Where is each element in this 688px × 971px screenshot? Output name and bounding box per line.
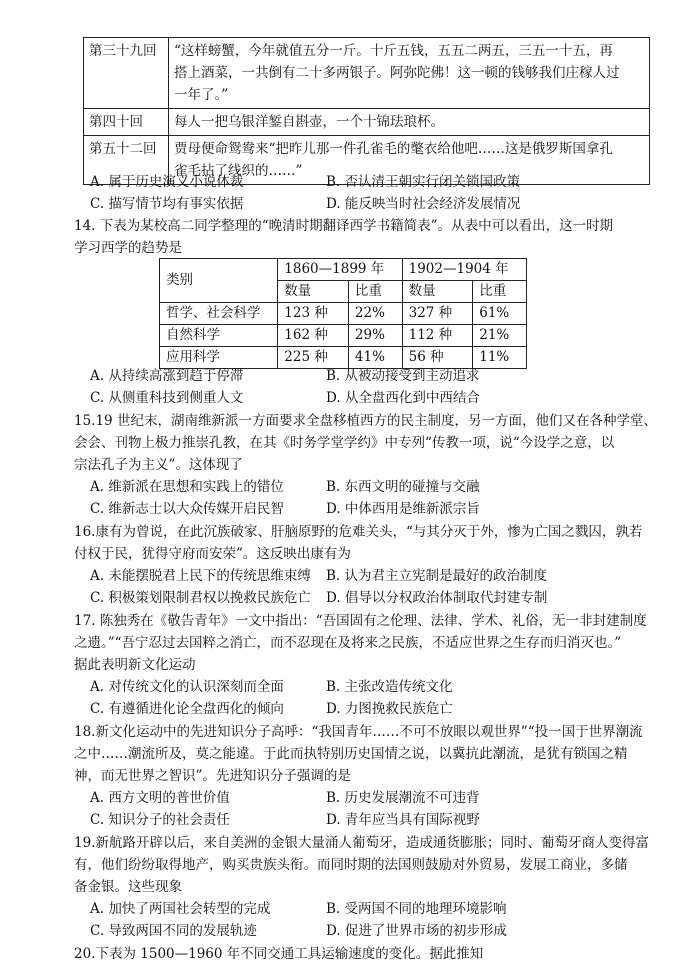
q14-stem-line: 学习西学的趋势是	[74, 240, 182, 256]
ratio-header: 比重	[348, 281, 402, 303]
q17-option-b[interactable]: B. 主张改造传统文化	[326, 679, 453, 695]
q15-stem-line: 15.19 世纪末，湖南维新派一方面要求全盘移植西方的民主制度，另一方面，他们又在各种学堂、	[74, 413, 657, 429]
count-cell: 123 种	[278, 303, 349, 325]
q14-option-c[interactable]: C. 从侧重科技到侧重人文	[90, 390, 244, 406]
q13-options-row-2	[0, 193, 600, 215]
q13-options-row-1	[0, 171, 600, 193]
count-cell: 327 种	[402, 303, 473, 325]
q18-option-c[interactable]: C. 知识分子的社会责任	[90, 812, 230, 828]
q18-stem-line: 之中……潮流所及，莫之能違。于此而执特别历史国情之说，以冀抗此潮流，是犹有锁国之精	[74, 746, 628, 762]
q13-option-a[interactable]: A. 属于历史演义小说体裁	[90, 174, 244, 190]
q16-stem-line: 付权于民，犹得守府而安荣”。这反映出康有为	[74, 546, 351, 562]
period-header: 1902—1904 年	[402, 259, 526, 281]
q16-options-row-1	[0, 565, 600, 587]
q14-options-row-2	[0, 387, 600, 409]
count-cell: 162 种	[278, 325, 349, 347]
category-cell: 应用科学	[160, 347, 278, 369]
q18-stem-line: 18.新文化运动中的先进知识分子高呼：“我国青年……不可不放眼以观世界”“投一国于世界潮流	[74, 724, 643, 740]
q14-option-a[interactable]: A. 从持续高涨到趋于停滞	[90, 368, 244, 384]
q16-stem-line: 16.康有为曾说，在此沉族破家、肝脑原野的危难关头，“与其分灭于外，惨为亡国之戮囚，孰若	[74, 524, 643, 540]
q17-options-row-2	[0, 698, 600, 720]
count-header: 数量	[278, 281, 349, 303]
q16-option-b[interactable]: B. 认为君主立宪制是最好的政治制度	[326, 568, 548, 584]
period-header: 1860—1899 年	[278, 259, 402, 281]
q18-option-d[interactable]: D. 青年应当具有国际视野	[326, 812, 480, 828]
q17-option-c[interactable]: C. 有遵循进化论全盘西化的倾向	[90, 701, 284, 717]
q13-option-b[interactable]: B. 否认清王朝实行闭关锁国政策	[326, 174, 521, 190]
category-cell: 自然科学	[160, 325, 278, 347]
q18-options-row-1	[0, 787, 600, 809]
q19-option-a[interactable]: A. 加快了两国社会转型的完成	[90, 901, 271, 917]
q19-option-d[interactable]: D. 促进了世界市场的初步形成	[326, 923, 507, 939]
table-row	[160, 325, 527, 347]
q18-stem-line: 神，而无世界之智识”。先进知识分子强调的是	[74, 768, 351, 784]
q14-stem-line: 14. 下表为某校高二同学整理的“晚清时期翻译西学书籍简表”。从表中可以看出，这一时期	[74, 218, 614, 234]
ratio-cell: 11%	[473, 347, 527, 369]
excerpt-line: 每人一把乌银洋錾自斟壶，一个十锦珐琅杯。	[174, 114, 444, 130]
q15-stem-line: 宗法孔子为主义”。这体现了	[74, 457, 243, 473]
q15-stem-line: 会会、刊物上极力推崇孔教，在其《时务学堂学约》中专列“传教一项，说“今设学之意，以	[74, 435, 615, 451]
q17-options-row-1	[0, 676, 600, 698]
excerpt-line: “这样螃蟹，今年就值五分一斤。十斤五钱，五五二两五，三五一十五，再	[174, 43, 613, 59]
chapter-cell: 第五十二回	[84, 136, 169, 185]
count-cell: 225 种	[278, 347, 349, 369]
excerpt-cell	[169, 109, 650, 136]
q17-option-d[interactable]: D. 力图挽救民族危亡	[326, 701, 453, 717]
q14-options-row-1	[0, 365, 600, 387]
q15-options-row-2	[0, 498, 600, 520]
q16-options-row-2	[0, 587, 600, 609]
q15-option-c[interactable]: C. 维新志士以大众传媒开启民智	[90, 501, 284, 517]
ratio-cell: 41%	[348, 347, 402, 369]
q15-option-d[interactable]: D. 中体西用是维新派宗旨	[326, 501, 480, 517]
excerpt-cell	[169, 38, 650, 109]
q16-option-d[interactable]: D. 倡导以分权政治体制取代封建专制	[326, 590, 548, 606]
ratio-cell: 22%	[348, 303, 402, 325]
q19-stem-line: 备金银。这些现象	[74, 879, 182, 895]
count-cell: 56 种	[402, 347, 473, 369]
table-row	[84, 38, 650, 109]
chapter-cell: 第三十九回	[84, 38, 169, 109]
q19-options-row-2	[0, 920, 600, 942]
category-header: 类别	[160, 259, 278, 303]
category-cell: 哲学、社会科学	[160, 303, 278, 325]
q16-option-c[interactable]: C. 积极策划限制君权以挽救民族危亡	[90, 590, 311, 606]
q18-option-b[interactable]: B. 历史发展潮流不可违背	[326, 790, 480, 806]
q17-option-a[interactable]: A. 对传统文化的认识深刻而全面	[90, 679, 284, 695]
q13-option-d[interactable]: D. 能反映当时社会经济发展情况	[326, 196, 521, 212]
q13-option-c[interactable]: C. 描写情节均有事实依据	[90, 196, 244, 212]
table-row	[160, 303, 527, 325]
excerpt-line: 雀毛拈了线织的……”	[174, 163, 303, 179]
translated-books-table	[159, 258, 527, 369]
chapter-cell: 第四十回	[84, 109, 169, 136]
q19-option-c[interactable]: C. 导致两国不同的发展轨迹	[90, 923, 257, 939]
q17-stem-line: 据此表明新文化运动	[74, 657, 196, 673]
q15-option-a[interactable]: A. 维新派在思想和实践上的错位	[90, 479, 284, 495]
q17-stem-line: 17. 陈独秀在《敬告青年》一文中指出：“吾国固有之伦理、法律、学术、礼俗，无一非封建制度	[74, 613, 647, 629]
novel-excerpt-table	[83, 37, 650, 185]
q18-options-row-2	[0, 809, 600, 831]
q19-stem-line: 19.新航路开辟以后，来自美洲的金银大量涌人葡萄牙，造成通货膨胀；同时、葡萄牙商人变得富	[74, 835, 649, 851]
ratio-cell: 29%	[348, 325, 402, 347]
q19-option-b[interactable]: B. 受两国不同的地理环境影响	[326, 901, 507, 917]
excerpt-line: 贾母便命鸳鸯来“把昨儿那一件孔雀毛的氅衣给他吧……这是俄罗斯国拿孔	[174, 141, 613, 157]
q15-option-b[interactable]: B. 东西文明的碰撞与交融	[326, 479, 480, 495]
excerpt-line: 一年了。”	[174, 87, 229, 103]
q19-stem-line: 有，他们纷纷取得地产，购买贵族头衔。而同时期的法国则鼓励对外贸易，发展工商业，多储	[74, 857, 628, 873]
table-row	[84, 109, 650, 136]
q18-option-a[interactable]: A. 西方文明的普世价值	[90, 790, 230, 806]
q14-option-d[interactable]: D. 从全盘西化到中西结合	[326, 390, 480, 406]
table-row	[160, 259, 527, 281]
q17-stem-line: 之遗。”“吾宁忍过去国粹之消亡，而不忍现在及将来之民族，不适应世界之生存而归消灭也。”	[74, 635, 622, 651]
q19-options-row-1	[0, 898, 600, 920]
excerpt-line: 搭上酒菜，一共倒有二十多两银子。阿弥陀佛！这一顿的钱够我们庄稼人过	[174, 65, 620, 81]
q20-stem-line: 20.下表为 1500—1960 年不同交通工具运输速度的变化。据此推知	[74, 946, 484, 962]
count-cell: 112 种	[402, 325, 473, 347]
count-header: 数量	[402, 281, 473, 303]
q14-option-b[interactable]: B. 从被动接受到主动追求	[326, 368, 480, 384]
q16-option-a[interactable]: A. 未能摆脱君上民下的传统思维束缚	[90, 568, 311, 584]
ratio-cell: 21%	[473, 325, 527, 347]
q15-options-row-1	[0, 476, 600, 498]
ratio-header: 比重	[473, 281, 527, 303]
ratio-cell: 61%	[473, 303, 527, 325]
